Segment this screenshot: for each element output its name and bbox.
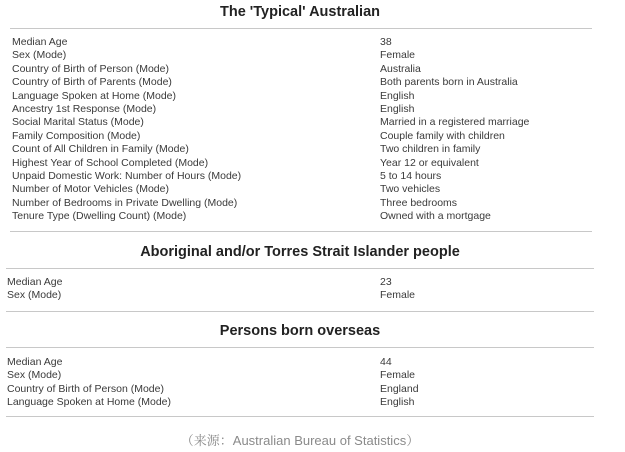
- row-label: Language Spoken at Home (Mode): [12, 89, 177, 102]
- row-value: 44: [380, 356, 392, 368]
- row-label: Sex (Mode): [12, 49, 67, 62]
- table-row: [12, 63, 592, 76]
- row-value: Two vehicles: [380, 183, 441, 196]
- row-value: England: [380, 382, 419, 395]
- row-label: Median Age: [7, 356, 63, 368]
- table-row: [12, 116, 592, 129]
- row-value: 5 to 14 hours: [380, 169, 442, 182]
- table-row: [7, 276, 592, 289]
- section-title-typical-australian: The 'Typical' Australian: [220, 4, 380, 20]
- row-label: Number of Motor Vehicles (Mode): [12, 183, 169, 196]
- born-overseas-table: [7, 356, 592, 410]
- section-divider: [6, 268, 594, 269]
- row-label: Median Age: [12, 36, 68, 48]
- row-value: Married in a registered marriage: [380, 116, 530, 129]
- typical-australian-table: [12, 36, 592, 223]
- row-label: Tenure Type (Dwelling Count) (Mode): [12, 210, 187, 223]
- table-row: [12, 36, 592, 49]
- row-value: Female: [380, 369, 416, 382]
- table-row: [12, 103, 592, 116]
- table-row: [7, 396, 592, 409]
- row-label: Country of Birth of Person (Mode): [7, 382, 164, 395]
- table-row: [12, 170, 592, 183]
- row-label: Sex (Mode): [7, 369, 62, 382]
- table-row: [7, 289, 592, 302]
- row-value: English: [380, 396, 415, 409]
- row-label: Number of Bedrooms in Private Dwelling (Mode): [12, 196, 238, 209]
- row-value: Three bedrooms: [380, 196, 458, 209]
- section-title-born-overseas: Persons born overseas: [219, 323, 381, 339]
- row-value: Two children in family: [380, 143, 481, 156]
- row-label: Social Marital Status (Mode): [12, 116, 144, 129]
- row-value: Both parents born in Australia: [380, 76, 518, 89]
- row-label: Median Age: [7, 276, 63, 288]
- row-label: Ancestry 1st Response (Mode): [12, 102, 157, 115]
- section-divider: [10, 28, 592, 29]
- table-row: [12, 197, 592, 210]
- table-row: [12, 130, 592, 143]
- table-row: [7, 369, 592, 382]
- aboriginal-torres-strait-table: [7, 276, 592, 303]
- row-value: English: [380, 89, 415, 102]
- row-value: Owned with a mortgage: [380, 210, 491, 223]
- table-row: [12, 210, 592, 223]
- row-label: Sex (Mode): [7, 289, 62, 302]
- table-row: [12, 76, 592, 89]
- row-label: Country of Birth of Person (Mode): [12, 62, 169, 75]
- row-label: Family Composition (Mode): [12, 129, 141, 142]
- table-row: [7, 356, 592, 369]
- row-label: Unpaid Domestic Work: Number of Hours (Mode): [12, 169, 242, 182]
- row-value: 23: [380, 276, 392, 288]
- section-title-aboriginal-torres-strait: Aboriginal and/or Torres Strait Islander people: [140, 244, 460, 260]
- row-value: 38: [380, 36, 392, 48]
- row-value: English: [380, 102, 415, 115]
- row-label: Count of All Children in Family (Mode): [12, 143, 189, 156]
- section-divider: [6, 311, 594, 312]
- row-label: Country of Birth of Parents (Mode): [12, 76, 172, 89]
- table-row: [12, 49, 592, 62]
- row-label: Language Spoken at Home (Mode): [7, 396, 172, 409]
- row-value: Female: [380, 289, 416, 302]
- table-row: [12, 143, 592, 156]
- row-value: Couple family with children: [380, 129, 505, 142]
- table-row: [12, 90, 592, 103]
- row-value: Year 12 or equivalent: [380, 156, 479, 169]
- section-divider: [6, 347, 594, 348]
- table-row: [12, 157, 592, 170]
- table-row: [12, 183, 592, 196]
- source-caption: （来源：Australian Bureau of Statistics）: [180, 433, 420, 448]
- section-divider: [10, 231, 592, 232]
- table-row: [7, 383, 592, 396]
- row-value: Female: [380, 49, 416, 62]
- row-value: Australia: [380, 62, 421, 75]
- section-divider: [6, 416, 594, 417]
- row-label: Highest Year of School Completed (Mode): [12, 156, 209, 169]
